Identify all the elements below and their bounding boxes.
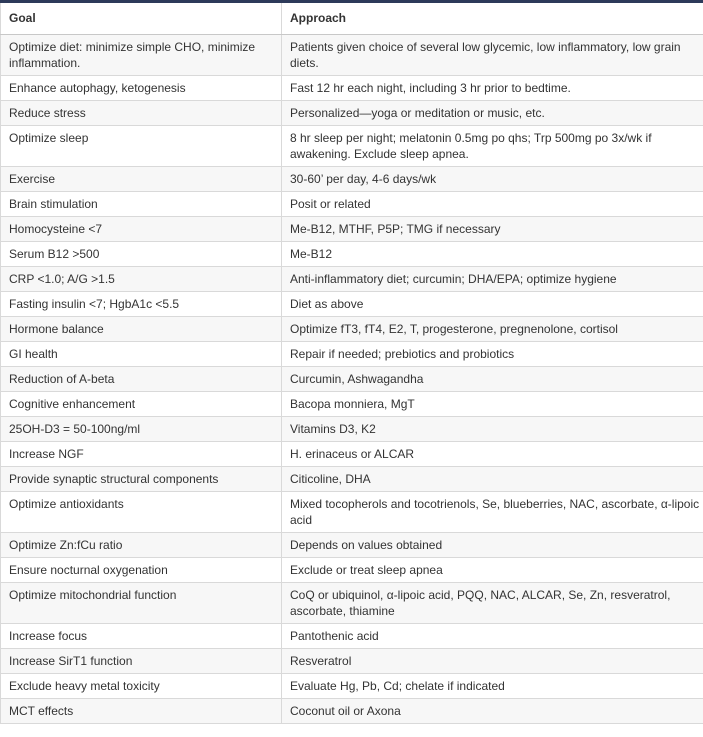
table-row: [1, 216, 703, 241]
goal-cell: Optimize antioxidants: [1, 491, 282, 532]
table-row: [1, 673, 703, 698]
table-row: [1, 698, 703, 723]
approach-cell: Repair if needed; prebiotics and probiotics: [282, 341, 703, 366]
goal-cell: Optimize mitochondrial function: [1, 582, 282, 623]
goal-column-header: Goal: [1, 3, 282, 34]
table-row: [1, 34, 703, 75]
table-row: [1, 623, 703, 648]
goal-cell: Hormone balance: [1, 316, 282, 341]
goal-cell: GI health: [1, 341, 282, 366]
goal-cell: CRP <1.0; A/G >1.5: [1, 266, 282, 291]
goal-cell: Cognitive enhancement: [1, 391, 282, 416]
approach-cell: Vitamins D3, K2: [282, 416, 703, 441]
table-row: [1, 557, 703, 582]
goal-cell: Optimize Zn:fCu ratio: [1, 532, 282, 557]
goal-cell: Serum B12 >500: [1, 241, 282, 266]
goal-cell: Brain stimulation: [1, 191, 282, 216]
goals-approach-table: [0, 3, 703, 724]
table-row: [1, 266, 703, 291]
approach-cell: Posit or related: [282, 191, 703, 216]
goal-cell: Optimize diet: minimize simple CHO, minimize inflammation.: [1, 34, 282, 75]
approach-cell: Diet as above: [282, 291, 703, 316]
table-header-row: [1, 3, 703, 34]
goal-cell: 25OH-D3 = 50-100ng/ml: [1, 416, 282, 441]
approach-cell: Citicoline, DHA: [282, 466, 703, 491]
approach-cell: Me-B12: [282, 241, 703, 266]
goal-cell: Enhance autophagy, ketogenesis: [1, 75, 282, 100]
table-row: [1, 191, 703, 216]
approach-cell: Evaluate Hg, Pb, Cd; chelate if indicated: [282, 673, 703, 698]
table-row: [1, 75, 703, 100]
table-row: [1, 466, 703, 491]
table-row: [1, 125, 703, 166]
approach-cell: Pantothenic acid: [282, 623, 703, 648]
table-row: [1, 391, 703, 416]
approach-cell: Personalized—yoga or meditation or music, etc.: [282, 100, 703, 125]
approach-cell: Optimize fT3, fT4, E2, T, progesterone, pregnenolone, cortisol: [282, 316, 703, 341]
table-row: [1, 100, 703, 125]
table-row: [1, 241, 703, 266]
goal-cell: Exercise: [1, 166, 282, 191]
goal-cell: Reduce stress: [1, 100, 282, 125]
goal-cell: MCT effects: [1, 698, 282, 723]
goal-cell: Homocysteine <7: [1, 216, 282, 241]
table-body: [1, 34, 703, 723]
goal-cell: Fasting insulin <7; HgbA1c <5.5: [1, 291, 282, 316]
approach-cell: Mixed tocopherols and tocotrienols, Se, blueberries, NAC, ascorbate, α-lipoic acid: [282, 491, 703, 532]
goal-cell: Increase SirT1 function: [1, 648, 282, 673]
goal-cell: Optimize sleep: [1, 125, 282, 166]
table-row: [1, 291, 703, 316]
goal-cell: Increase focus: [1, 623, 282, 648]
approach-cell: Anti-inflammatory diet; curcumin; DHA/EPA; optimize hygiene: [282, 266, 703, 291]
approach-cell: CoQ or ubiquinol, α-lipoic acid, PQQ, NAC, ALCAR, Se, Zn, resveratrol, ascorbate, thiamine: [282, 582, 703, 623]
table-row: [1, 491, 703, 532]
approach-cell: 8 hr sleep per night; melatonin 0.5mg po qhs; Trp 500mg po 3x/wk if awakening. Exclude sleep apnea.: [282, 125, 703, 166]
table-row: [1, 582, 703, 623]
table-row: [1, 532, 703, 557]
approach-column-header: Approach: [282, 3, 703, 34]
approach-cell: Bacopa monniera, MgT: [282, 391, 703, 416]
approach-cell: Me-B12, MTHF, P5P; TMG if necessary: [282, 216, 703, 241]
approach-cell: Patients given choice of several low glycemic, low inflammatory, low grain diets.: [282, 34, 703, 75]
goal-cell: Reduction of A-beta: [1, 366, 282, 391]
table-row: [1, 441, 703, 466]
goal-cell: Exclude heavy metal toxicity: [1, 673, 282, 698]
table-row: [1, 648, 703, 673]
table-row: [1, 316, 703, 341]
approach-cell: Exclude or treat sleep apnea: [282, 557, 703, 582]
goal-cell: Ensure nocturnal oxygenation: [1, 557, 282, 582]
approach-cell: 30-60’ per day, 4-6 days/wk: [282, 166, 703, 191]
approach-cell: Coconut oil or Axona: [282, 698, 703, 723]
approach-cell: Fast 12 hr each night, including 3 hr prior to bedtime.: [282, 75, 703, 100]
approach-cell: Resveratrol: [282, 648, 703, 673]
table-row: [1, 166, 703, 191]
table-row: [1, 416, 703, 441]
goal-cell: Provide synaptic structural components: [1, 466, 282, 491]
table-row: [1, 366, 703, 391]
goal-cell: Increase NGF: [1, 441, 282, 466]
table-row: [1, 341, 703, 366]
approach-cell: H. erinaceus or ALCAR: [282, 441, 703, 466]
approach-cell: Depends on values obtained: [282, 532, 703, 557]
approach-cell: Curcumin, Ashwagandha: [282, 366, 703, 391]
